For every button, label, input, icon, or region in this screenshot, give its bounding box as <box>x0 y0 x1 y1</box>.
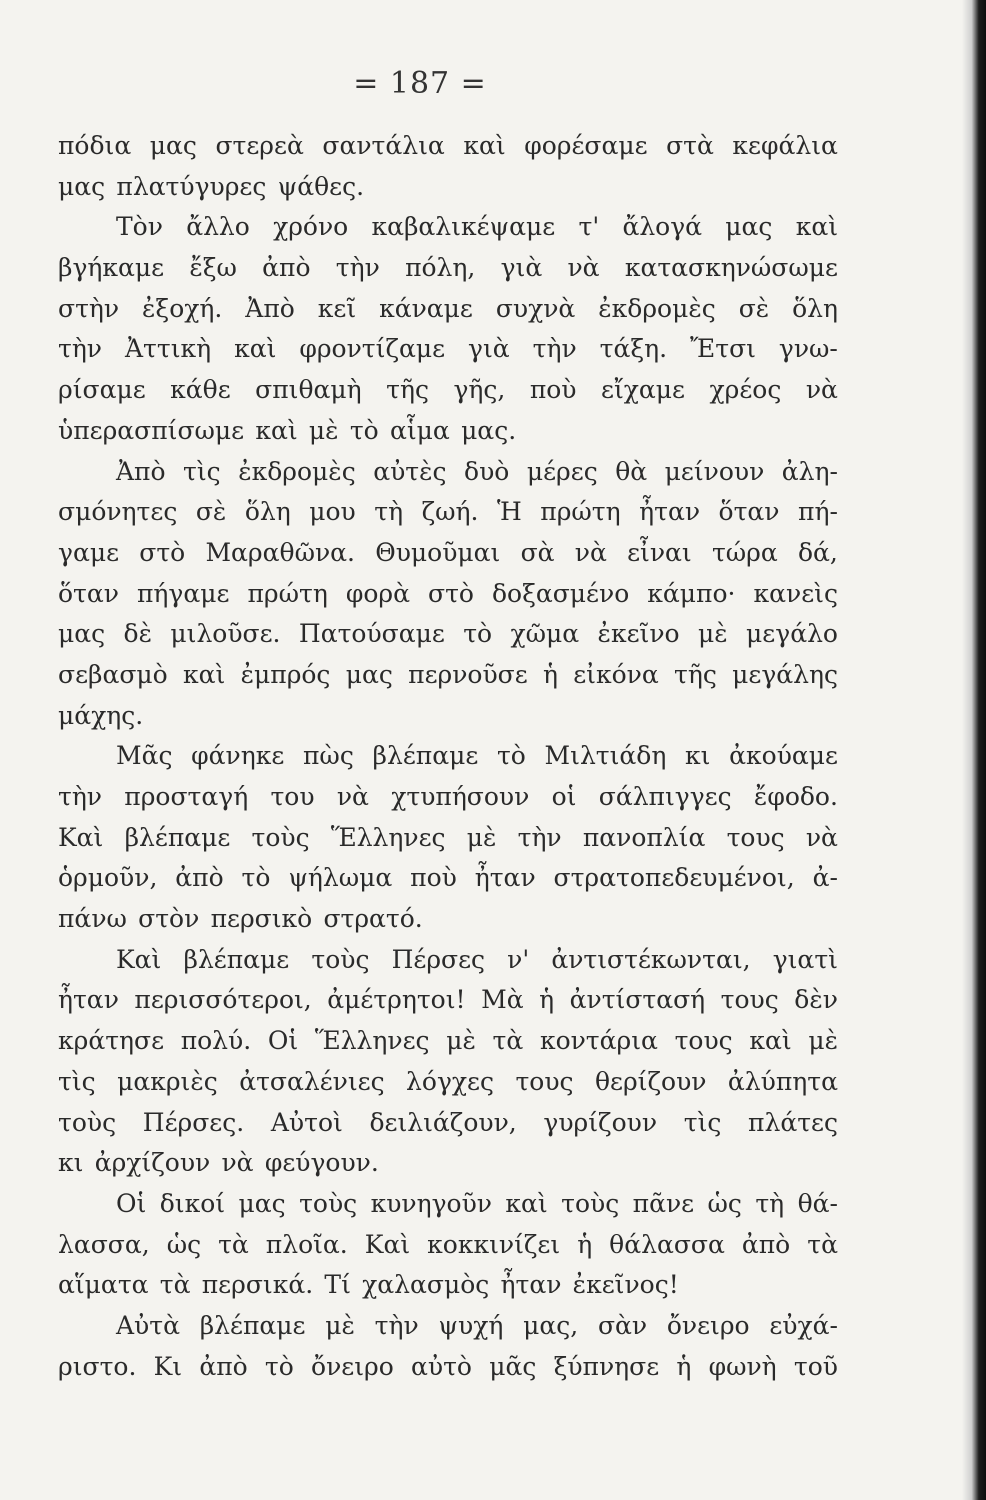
text-line: ὑπερασπίσωμε καὶ μὲ τὸ αἷμα μας. <box>58 415 517 445</box>
text-line: κι ἀρχίζουν νὰ φεύγουν. <box>58 1148 379 1178</box>
text-line: πάνω στὸν περσικὸ στρατό. <box>58 904 423 934</box>
text-line: ἦταν περισσότεροι, ἀμέτρητοι! Μὰ ἡ ἀντίστασή τους δὲν <box>58 985 838 1015</box>
text-line: μας δὲ μιλοῦσε. Πατούσαμε τὸ χῶμα ἐκεῖνο μὲ μεγάλο <box>58 619 838 649</box>
text-line: ρίσαμε κάθε σπιθαμὴ τῆς γῆς, ποὺ εἴχαμε χρέος νὰ <box>58 375 838 405</box>
text-line: τὴν προσταγή του νὰ χτυπήσουν οἱ σάλπιγγες ἔφοδο. <box>58 782 838 811</box>
text-line: μάχης. <box>58 700 144 730</box>
text-line: λασσα, ὡς τὰ πλοῖα. Καὶ κοκκινίζει ἡ θάλασσα ἀπὸ τὰ <box>58 1229 838 1259</box>
text-line: Καὶ βλέπαμε τοὺς Πέρσες ν' ἀντιστέκωνται, γιατὶ <box>116 944 838 974</box>
text-line: ὁρμοῦν, ἀπὸ τὸ ψήλωμα ποὺ ἦταν στρατοπεδευμένοι, ἀ- <box>58 863 838 893</box>
body-text <box>58 126 838 1387</box>
text-line: τὴν Ἀττικὴ καὶ φροντίζαμε γιὰ τὴν τάξη. Ἔτσι γνω- <box>58 334 838 364</box>
text-line: Οἱ δικοί μας τοὺς κυνηγοῦν καὶ τοὺς πᾶνε ὡς τὴ θά- <box>116 1188 838 1218</box>
text-line: Μᾶς φάνηκε πὼς βλέπαμε τὸ Μιλτιάδη κι ἀκούαμε <box>116 741 838 771</box>
text-line: αἵματα τὰ περσικά. Τί χαλασμὸς ἦταν ἐκεῖνος! <box>58 1270 679 1300</box>
text-line: ὅταν πήγαμε πρώτη φορὰ στὸ δοξασμένο κάμπο· κανεὶς <box>58 578 838 608</box>
text-line: Τὸν ἄλλο χρόνο καβαλικέψαμε τ' ἄλογά μας καὶ <box>116 212 838 242</box>
text-line: στὴν ἐξοχή. Ἀπὸ κεῖ κάναμε συχνὰ ἐκδρομὲς σὲ ὅλη <box>58 293 838 323</box>
text-line: σεβασμὸ καὶ ἐμπρός μας περνοῦσε ἡ εἰκόνα τῆς μεγάλης <box>58 659 838 689</box>
text-line: κράτησε πολύ. Οἱ Ἕλληνες μὲ τὰ κοντάρια τους καὶ μὲ <box>58 1026 838 1056</box>
text-line: τοὺς Πέρσες. Αὐτοὶ δειλιάζουν, γυρίζουν τὶς πλάτες <box>58 1107 838 1137</box>
text-line: πόδια μας στερεὰ σαντάλια καὶ φορέσαμε στὰ κεφάλια <box>58 131 838 160</box>
text-line: ριστο. Κι ἀπὸ τὸ ὄνειρο αὐτὸ μᾶς ξύπνησε ἡ φωνὴ τοῦ <box>58 1351 838 1381</box>
text-line: βγήκαμε ἔξω ἀπὸ τὴν πόλη, γιὰ νὰ κατασκηνώσωμε <box>58 253 838 283</box>
text-line: Ἀπὸ τὶς ἐκδρομὲς αὐτὲς δυὸ μέρες θὰ μείνουν ἀλη- <box>116 456 838 486</box>
page-edge-shadow <box>962 0 986 1500</box>
text-line: μας πλατύγυρες ψάθες. <box>58 171 365 201</box>
page-number: = 187 = <box>353 66 487 101</box>
text-line: Αὐτὰ βλέπαμε μὲ τὴν ψυχή μας, σὰν ὄνειρο εὐχά- <box>116 1310 838 1340</box>
text-line: σμόνητες σὲ ὅλη μου τὴ ζωή. Ἡ πρώτη ἦταν ὅταν πή- <box>58 497 838 527</box>
text-line: τὶς μακριὲς ἀτσαλένιες λόγχες τους θερίζουν ἀλύπητα <box>58 1066 838 1096</box>
text-line: γαμε στὸ Μαραθῶνα. Θυμοῦμαι σὰ νὰ εἶναι τώρα δά, <box>58 537 838 567</box>
text-line: Καὶ βλέπαμε τοὺς Ἕλληνες μὲ τὴν πανοπλία τους νὰ <box>58 822 838 852</box>
